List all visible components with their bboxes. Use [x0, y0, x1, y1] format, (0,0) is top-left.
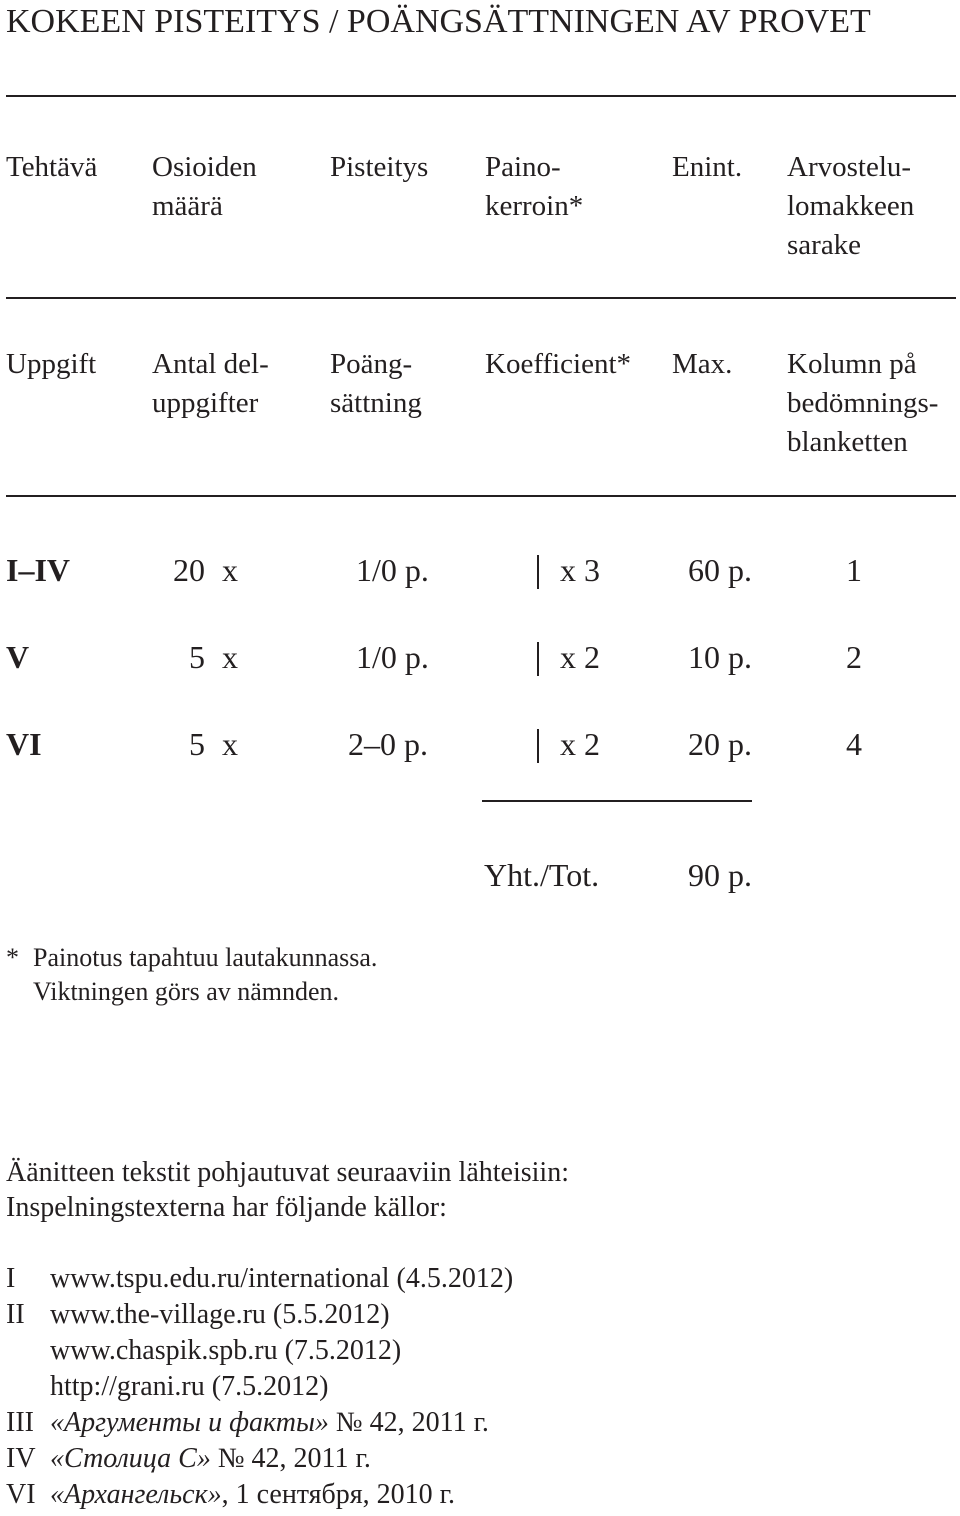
max-value: 10 p. [688, 639, 752, 675]
sum-rule [482, 800, 752, 802]
header-fi-weight: Paino- kerroin* [485, 151, 584, 222]
times-sign: x [222, 552, 238, 588]
source-text [50, 1441, 371, 1477]
header-sv-task: Uppgift [6, 348, 97, 380]
count-value: 5 [189, 726, 205, 762]
footnote-fi: Painotus tapahtuu lautakunnassa. [33, 943, 378, 972]
scoring-value: 2–0 p. [348, 726, 428, 762]
header-sv-scoring: Poäng- sättning [330, 348, 422, 419]
scoring-value: 1/0 p. [356, 639, 429, 675]
source-detail: № 42, 2011 г. [210, 1443, 371, 1474]
footnote-marker: * [6, 943, 19, 972]
max-value: 60 p. [688, 552, 752, 588]
weight-divider [537, 555, 539, 589]
count-value: 5 [189, 639, 205, 675]
source-number: III [6, 1407, 34, 1438]
weight-value: x 3 [560, 552, 600, 588]
times-sign: x [222, 726, 238, 762]
source-text: www.the-village.ru (5.5.2012) [50, 1299, 390, 1330]
task-label: VI [6, 726, 42, 762]
header-sv-column: Kolumn på bedömnings- blanketten [787, 348, 939, 458]
source-text: www.tspu.edu.ru/international (4.5.2012) [50, 1263, 514, 1294]
source-number: II [6, 1299, 25, 1330]
weight-divider [537, 642, 539, 676]
header-sv-weight: Koefficient* [485, 348, 632, 380]
times-sign: x [222, 639, 238, 675]
source-publication: «Архангельск» [50, 1479, 222, 1510]
source-publication: «Аргументы и факты» [50, 1407, 329, 1438]
footnote-sv: Viktningen görs av nämnden. [33, 977, 340, 1006]
sources-intro-fi: Äänitteen tekstit pohjautuvat seuraaviin lähteisiin: [6, 1157, 569, 1188]
count-value: 20 [173, 552, 205, 588]
header-sv-max: Max. [672, 348, 733, 380]
header-fi-task: Tehtävä [6, 151, 98, 183]
max-value: 20 p. [688, 726, 752, 762]
source-detail: , 1 сентября, 2010 г. [221, 1479, 456, 1510]
sources-intro-sv: Inspelningstexterna har följande källor: [6, 1192, 447, 1223]
source-text [50, 1477, 455, 1513]
header-fi-scoring: Pisteitys [330, 151, 429, 183]
column-value: 4 [846, 726, 862, 762]
rule-mid [6, 297, 956, 299]
header-fi-count: Osioiden määrä [152, 151, 257, 222]
rule-bottom [6, 495, 956, 497]
column-value: 1 [846, 552, 862, 588]
weight-divider [537, 729, 539, 763]
source-detail: № 42, 2011 г. [328, 1407, 489, 1438]
weight-value: x 2 [560, 639, 600, 675]
header-sv-count: Antal del- uppgifter [152, 348, 269, 419]
total-label: Yht./Tot. [484, 857, 600, 893]
task-label: I–IV [6, 552, 71, 588]
header-fi-max: Enint. [672, 151, 743, 183]
source-number: I [6, 1263, 16, 1294]
task-label: V [6, 639, 30, 675]
column-value: 2 [846, 639, 862, 675]
weight-value: x 2 [560, 726, 600, 762]
scoring-value: 1/0 p. [356, 552, 429, 588]
page-title: KOKEEN PISTEITYS / POÄNGSÄTTNINGEN AV PROVET [6, 3, 871, 40]
header-fi-column: Arvostelu- lomakkeen sarake [787, 151, 915, 261]
source-text [50, 1405, 489, 1441]
source-text: http://grani.ru (7.5.2012) [50, 1371, 329, 1402]
source-number: IV [6, 1443, 36, 1474]
source-publication: «Столица С» [50, 1443, 211, 1474]
source-number: VI [6, 1479, 36, 1510]
rule-top [6, 95, 956, 97]
source-text: www.chaspik.spb.ru (7.5.2012) [50, 1335, 402, 1366]
total-value: 90 p. [688, 857, 752, 893]
